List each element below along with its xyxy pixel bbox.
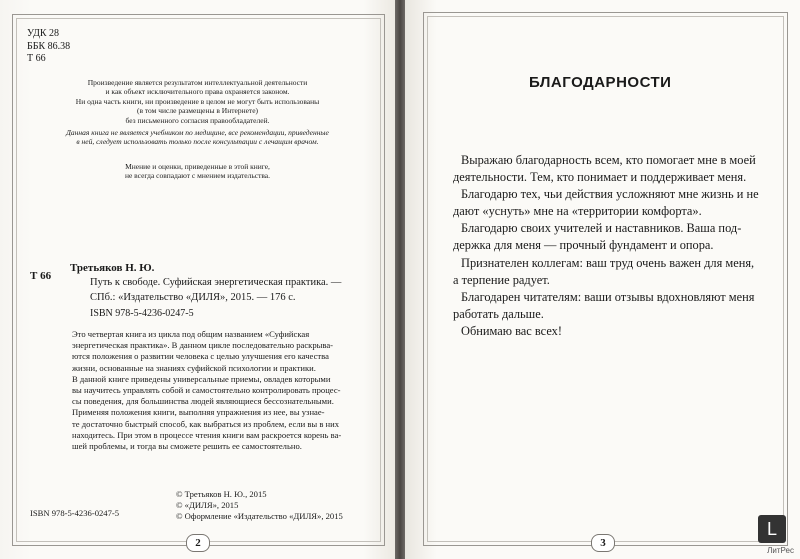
notice-line: Ни одна часть книги, ни произведение в целом не могут быть использованы	[75, 96, 320, 106]
notice-line: Произведение является результатом интеллектуальной деятельности	[87, 78, 308, 87]
notice-line: без письменного согласия правообладателей.	[125, 115, 270, 125]
section-heading: БЛАГОДАРНОСТИ	[529, 74, 672, 91]
copyright-line: © «ДИЛЯ», 2015	[176, 500, 239, 510]
annotation-line: жизни, основанные на знаниях суфийской психологии и практики.	[72, 362, 316, 373]
page-number: 3	[591, 534, 615, 552]
body-line: Благодарю своих учителей и наставников. Ваша под-	[461, 221, 742, 236]
annotation-line: энергетическая практика». В данном цикле последовательно раскрыва-	[72, 340, 334, 351]
isbn-bottom: ISBN 978-5-4236-0247-5	[30, 508, 120, 518]
catalog-code-top: Т 66	[27, 53, 46, 64]
notice-line: (в том числе размещены в Интернете)	[136, 106, 259, 116]
medical-disclaimer	[0, 128, 395, 147]
body-line: работать дальше.	[453, 306, 544, 321]
notice-line: и как объект исключительного права охраняется законом.	[105, 87, 290, 97]
annotation-line: сы поведения, для большинства людей являющиеся бессознательными.	[72, 396, 334, 407]
udk-code: УДК 28	[27, 28, 60, 39]
body-line: держка для меня — прочный фундамент и опора.	[453, 238, 714, 253]
body-line: Выражаю благодарность всем, кто помогает мне в моей	[461, 153, 756, 167]
disclaimer-line: Данная книга не является учебником по медицине, все рекомендации, приведенные	[66, 128, 329, 137]
annotation-line: ются положения о развитии человека с целью улучшения его качества	[72, 351, 329, 362]
body-line: Признателен коллегам: ваш труд очень важен для меня,	[461, 255, 755, 270]
opinion-disclaimer	[0, 162, 395, 181]
body-line: Благодарен читателям: ваши отзывы вдохновляют меня	[461, 289, 755, 304]
annotation	[72, 329, 341, 452]
disclaimer-line: Мнение и оценки, приведенные в этой книге,	[125, 162, 270, 171]
page-number: 2	[186, 534, 210, 552]
author-name: Третьяков Н. Ю.	[70, 262, 155, 274]
bib-line: Путь к свободе. Суфийская энергетическая практика. —	[90, 277, 342, 288]
body-line: дают «уснуть» мне на «территории комфорта».	[453, 204, 702, 219]
bibliographic-record	[90, 276, 341, 305]
annotation-line: Применяя положения книги, выполняя упражнения из нее, вы узнае-	[72, 407, 325, 418]
copyright-line: © Третьяков Н. Ю., 2015	[176, 489, 267, 499]
acknowledgments-text	[453, 152, 759, 340]
litres-logo-icon: L	[758, 515, 786, 543]
copyright-lines	[176, 489, 343, 522]
annotation-line: вы научитесь управлять собой и самостоятельно контролировать процес-	[72, 385, 341, 396]
copyright-notice	[0, 78, 395, 125]
copyright-line: © Оформление «Издательство «ДИЛЯ», 2015	[176, 511, 343, 521]
disclaimer-line: в ней, следует использовать только после консультации с лечащим врачом.	[76, 137, 319, 147]
classification-block	[27, 28, 70, 66]
left-page	[0, 0, 395, 559]
body-line: а терпение радует.	[453, 272, 550, 287]
body-line: деятельности. Тем, кто понимает и поддерживает меня.	[453, 170, 747, 185]
annotation-line: те достаточно быстрый способ, как выбраться из проблем, если вы в них	[72, 418, 340, 429]
annotation-line: Это четвертая книга из цикла под общим названием «Суфийская	[72, 329, 310, 339]
isbn-record: ISBN 978-5-4236-0247-5	[90, 308, 194, 319]
catalog-code: Т 66	[30, 270, 52, 282]
body-line: Обнимаю вас всех!	[461, 323, 562, 338]
bbk-code: ББК 86.38	[27, 40, 71, 52]
bib-line: СПб.: «Издательство «ДИЛЯ», 2015. — 176 с.	[90, 291, 296, 303]
annotation-line: находитесь. При этом в процессе чтения книги вам раскроется корень ва-	[72, 429, 342, 440]
watermark-text: ЛитРес	[767, 546, 794, 555]
annotation-line: В данной книге приведены универсальные приемы, овладев которыми	[72, 373, 331, 384]
right-page	[405, 0, 800, 559]
book-gutter	[395, 0, 405, 559]
annotation-line: шей проблемы, и тогда вы сможете решить ее самостоятельно.	[72, 441, 302, 452]
disclaimer-line: не всегда совпадают с мнением издательства.	[124, 171, 271, 181]
body-line: Благодарю тех, чьи действия усложняют мне жизнь и не	[461, 187, 759, 202]
